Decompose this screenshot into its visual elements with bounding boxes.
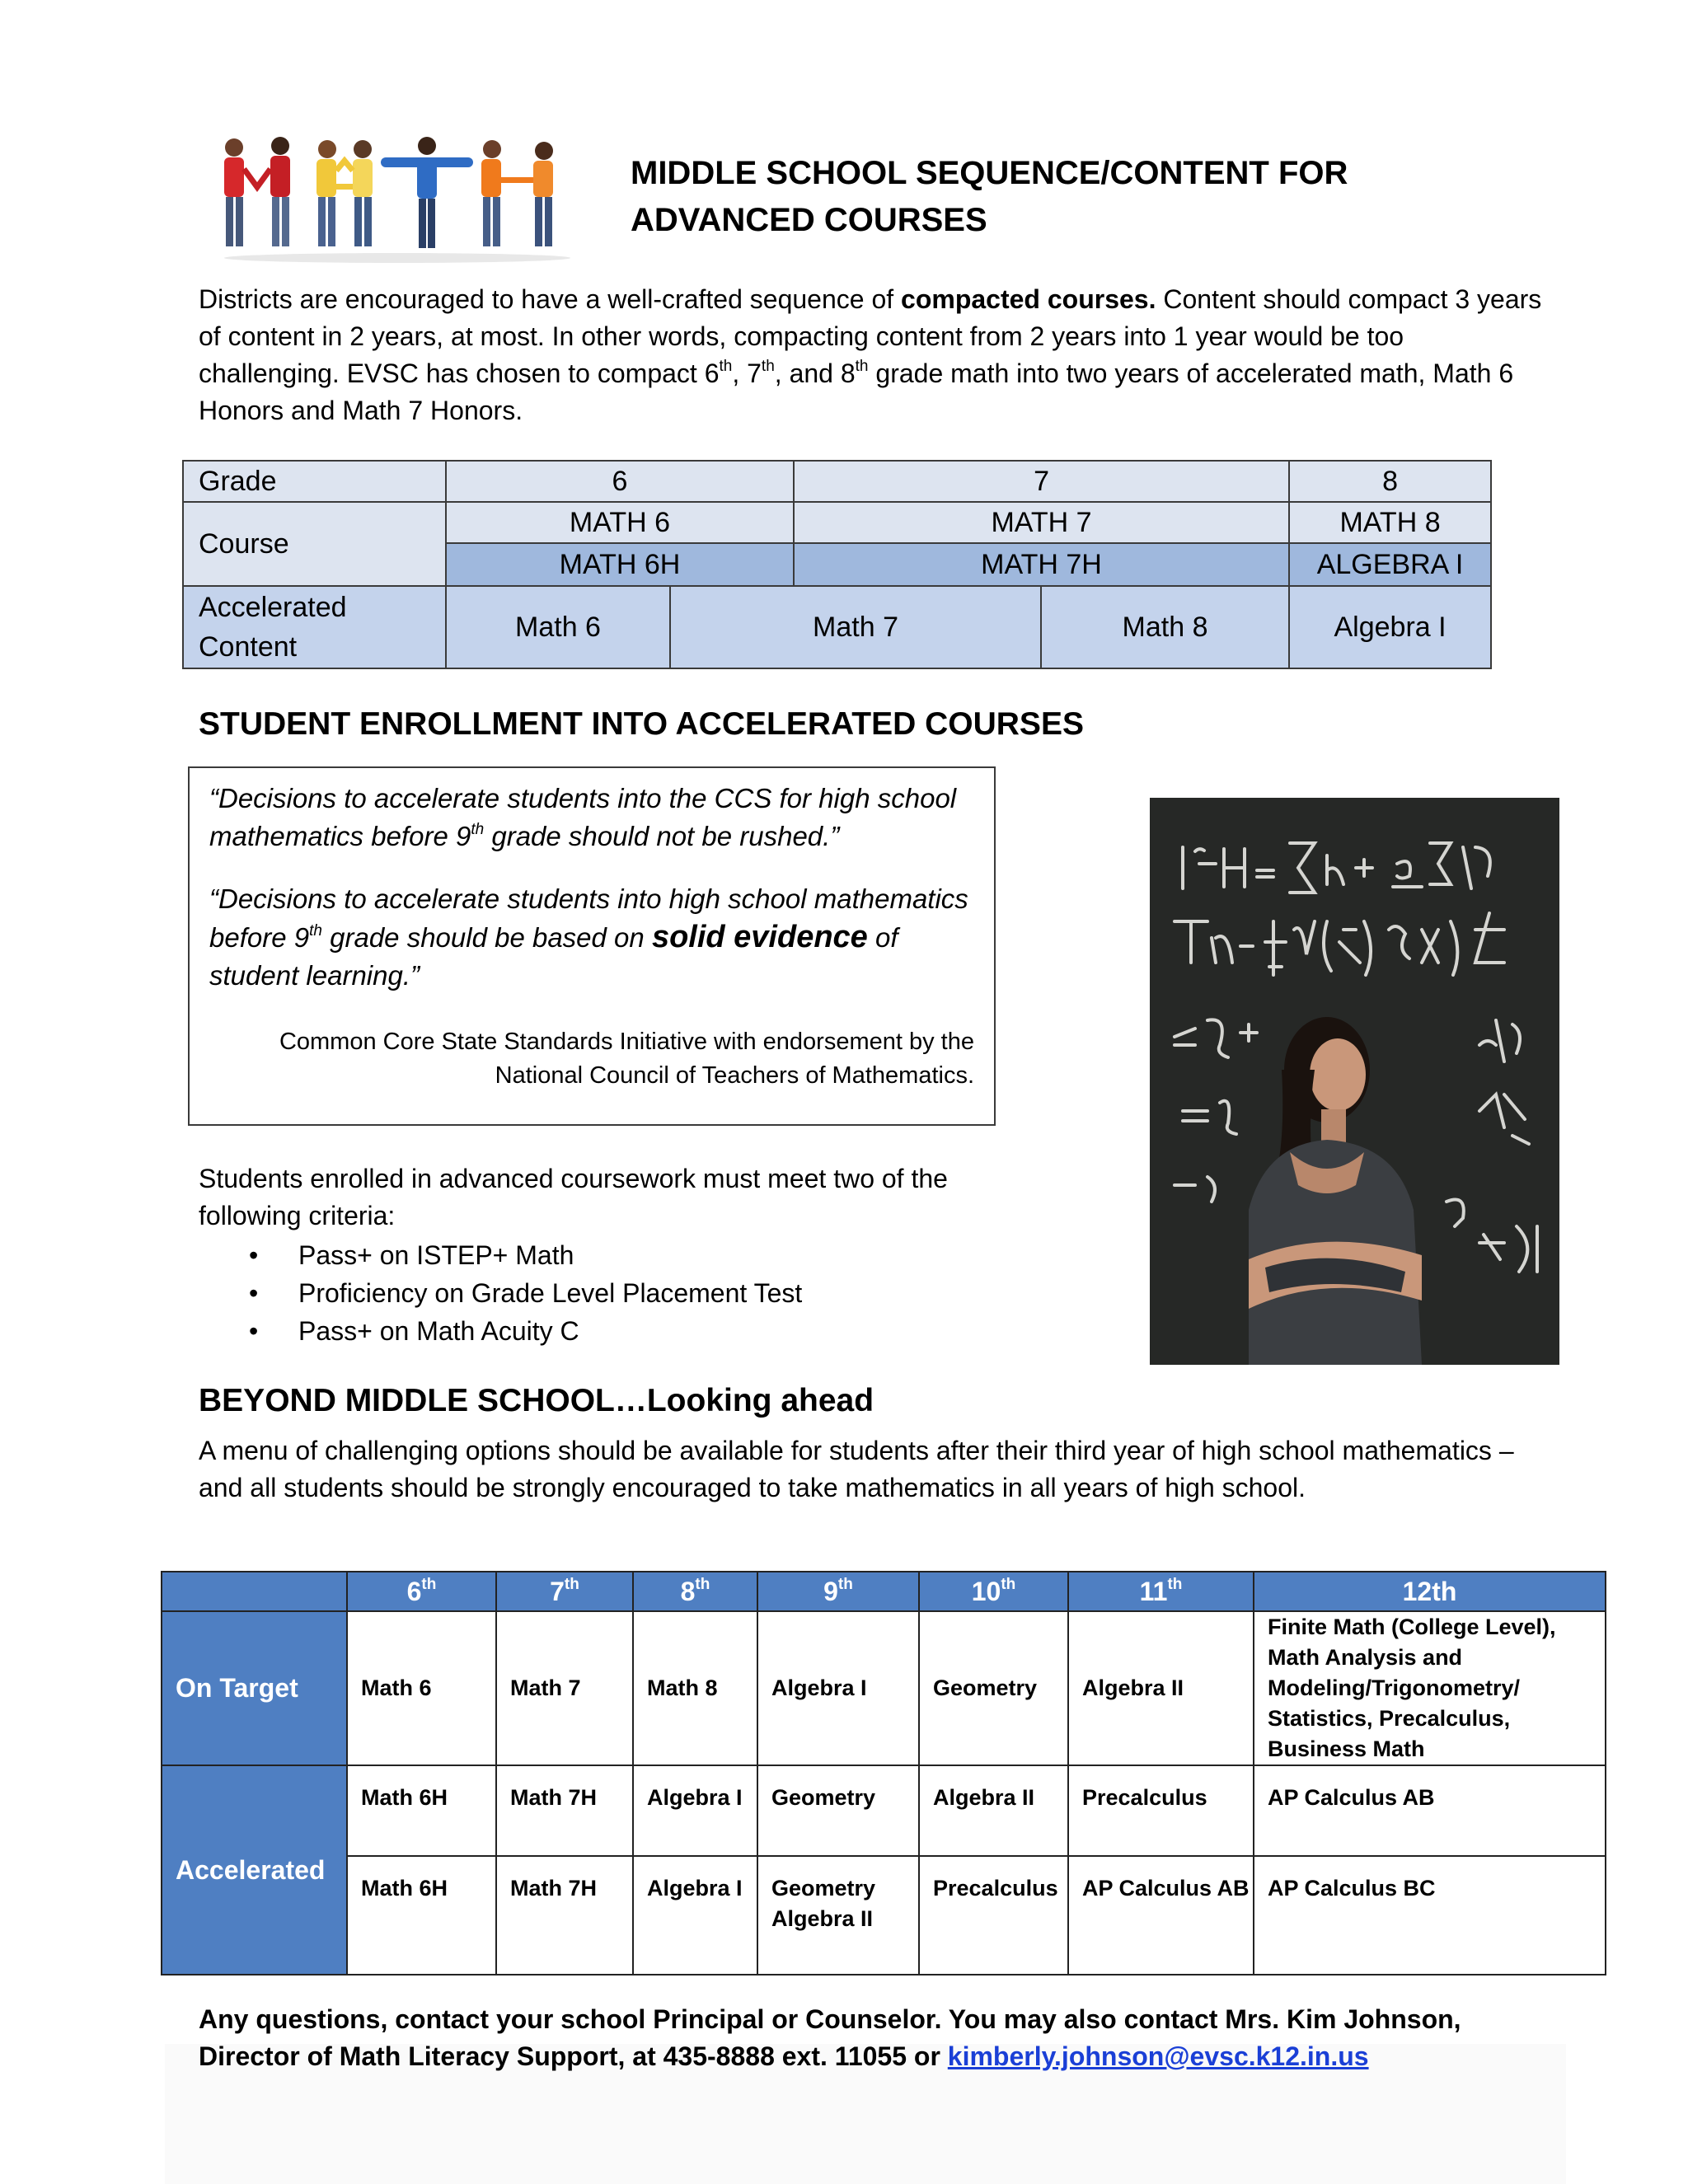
table-cell: Math 7 xyxy=(496,1611,633,1765)
compacted-courses-bold: compacted courses. xyxy=(901,284,1156,314)
pathway-table xyxy=(161,1571,1606,1975)
criteria-intro: Students enrolled in advanced coursework must meet two of the following criteria: xyxy=(199,1164,948,1230)
letter-t-figure xyxy=(381,137,473,248)
accel-math-6: Math 6 xyxy=(446,586,670,668)
quote-attribution: Common Core State Standards Initiative with endorsement by the National Council of Teachers of Mathematics. xyxy=(279,1029,974,1089)
table-cell: Math 6H xyxy=(347,1765,496,1856)
course-math-8: MATH 8 xyxy=(1289,502,1491,543)
table-cell: Precalculus xyxy=(1068,1765,1254,1856)
header-grade: 11th xyxy=(1068,1572,1254,1611)
beyond-heading: BEYOND MIDDLE SCHOOL…Looking ahead xyxy=(199,1383,874,1418)
table-cell: AP Calculus AB xyxy=(1254,1765,1606,1856)
table-cell: Math 6H xyxy=(347,1856,496,1975)
accelerated-row-2 xyxy=(162,1856,1606,1975)
table-cell: Algebra I xyxy=(633,1765,757,1856)
table-cell: Algebra II xyxy=(919,1765,1068,1856)
accelerated-content-label: Accelerated Content xyxy=(183,586,446,668)
course-math-6h: MATH 6H xyxy=(446,543,794,586)
table-cell: AP Calculus AB xyxy=(1068,1856,1254,1975)
table-cell: Algebra I xyxy=(633,1856,757,1975)
course-math-7h: MATH 7H xyxy=(794,543,1289,586)
title-line-2: ADVANCED COURSES xyxy=(631,202,987,238)
table-cell: Geometry xyxy=(757,1765,919,1856)
beyond-paragraph: A menu of challenging options should be available for students after their third year of high school mathematics – and all students should be strongly encouraged to take mathematics in all years of high school. xyxy=(199,1436,1514,1502)
header-grade: 9th xyxy=(757,1572,919,1611)
header-corner xyxy=(162,1572,347,1611)
header-grade: 7th xyxy=(496,1572,633,1611)
grade-6: 6 xyxy=(446,461,794,502)
header-grade: 8th xyxy=(633,1572,757,1611)
course-algebra-i: ALGEBRA I xyxy=(1289,543,1491,586)
solid-evidence-bold: solid evidence xyxy=(651,920,868,954)
grade-8: 8 xyxy=(1289,461,1491,502)
course-label: Course xyxy=(183,502,446,586)
table-cell: Math 6 xyxy=(347,1611,496,1765)
grade-row xyxy=(183,461,1491,502)
contact-footer xyxy=(199,2001,1600,2075)
table-cell: Math 7H xyxy=(496,1856,633,1975)
letter-m-figures xyxy=(224,137,290,246)
header-grade: 12th xyxy=(1254,1572,1606,1611)
on-target-row xyxy=(162,1611,1606,1765)
accelerated-label: Accelerated xyxy=(162,1765,347,1975)
table-cell: AP Calculus BC xyxy=(1254,1856,1606,1975)
grade-label: Grade xyxy=(183,461,446,502)
footer-line-1: Any questions, contact your school Principal or Counselor. You may also contact Mrs. Kim Johnson, xyxy=(199,2004,1461,2034)
letter-h-figures xyxy=(481,140,553,246)
page-title xyxy=(631,150,1455,244)
header-grade: 6th xyxy=(347,1572,496,1611)
header-grade: 10th xyxy=(919,1572,1068,1611)
course-math-7: MATH 7 xyxy=(794,502,1289,543)
intro-paragraph: Districts are encouraged to have a well-crafted sequence of compacted courses. Content should compact 3 years of content in 2 years, at most. In other words, compacting content from 2 years into 1 year would be too challenging. EVSC has chosen to compact 6th, 7th, and 8th grade math into two years of accelerated math, Math 6 Honors and Math 7 Honors. xyxy=(199,284,1542,425)
table-cell: Geometry Algebra II xyxy=(757,1856,919,1975)
accel-algebra-i: Algebra I xyxy=(1289,586,1491,668)
accelerated-row-1 xyxy=(162,1765,1606,1856)
table-cell: Geometry xyxy=(919,1611,1068,1765)
pathway-header-row xyxy=(162,1572,1606,1611)
accelerated-content-row xyxy=(183,586,1491,668)
enrollment-heading: STUDENT ENROLLMENT INTO ACCELERATED COURSES xyxy=(199,706,1084,742)
course-math-6: MATH 6 xyxy=(446,502,794,543)
course-row-regular xyxy=(183,502,1491,543)
student-chalkboard-photo xyxy=(1150,798,1559,1365)
table-cell: Precalculus xyxy=(919,1856,1068,1975)
math-kids-logo xyxy=(216,136,579,268)
footer-line-2: Director of Math Literacy Support, at 435-8888 ext. 11055 or kimberly.johnson@evsc.k12.in.us xyxy=(199,2041,1369,2071)
quote-1: “Decisions to accelerate students into the CCS for high school mathematics before 9th grade should not be rushed.” xyxy=(209,783,957,851)
quote-box xyxy=(188,766,996,1126)
table-cell: Math 7H xyxy=(496,1765,633,1856)
table-cell: Finite Math (College Level), Math Analysis and Modeling/Trigonometry/ Statistics, Precalculus, Business Math xyxy=(1254,1611,1606,1765)
accel-math-7: Math 7 xyxy=(670,586,1041,668)
table-cell: Algebra II xyxy=(1068,1611,1254,1765)
quote-2: “Decisions to accelerate students into high school mathematics before 9th grade should be based on solid evidence of student learning.” xyxy=(209,883,968,991)
course-sequence-table xyxy=(182,460,1492,669)
title-line-1: MIDDLE SCHOOL SEQUENCE/CONTENT FOR xyxy=(631,155,1348,191)
on-target-label: On Target xyxy=(162,1611,347,1765)
table-cell: Math 8 xyxy=(633,1611,757,1765)
letter-a-figures xyxy=(316,140,373,246)
accel-math-8: Math 8 xyxy=(1041,586,1289,668)
table-cell: Algebra I xyxy=(757,1611,919,1765)
email-link[interactable]: kimberly.johnson@evsc.k12.in.us xyxy=(947,2041,1369,2071)
grade-7: 7 xyxy=(794,461,1289,502)
